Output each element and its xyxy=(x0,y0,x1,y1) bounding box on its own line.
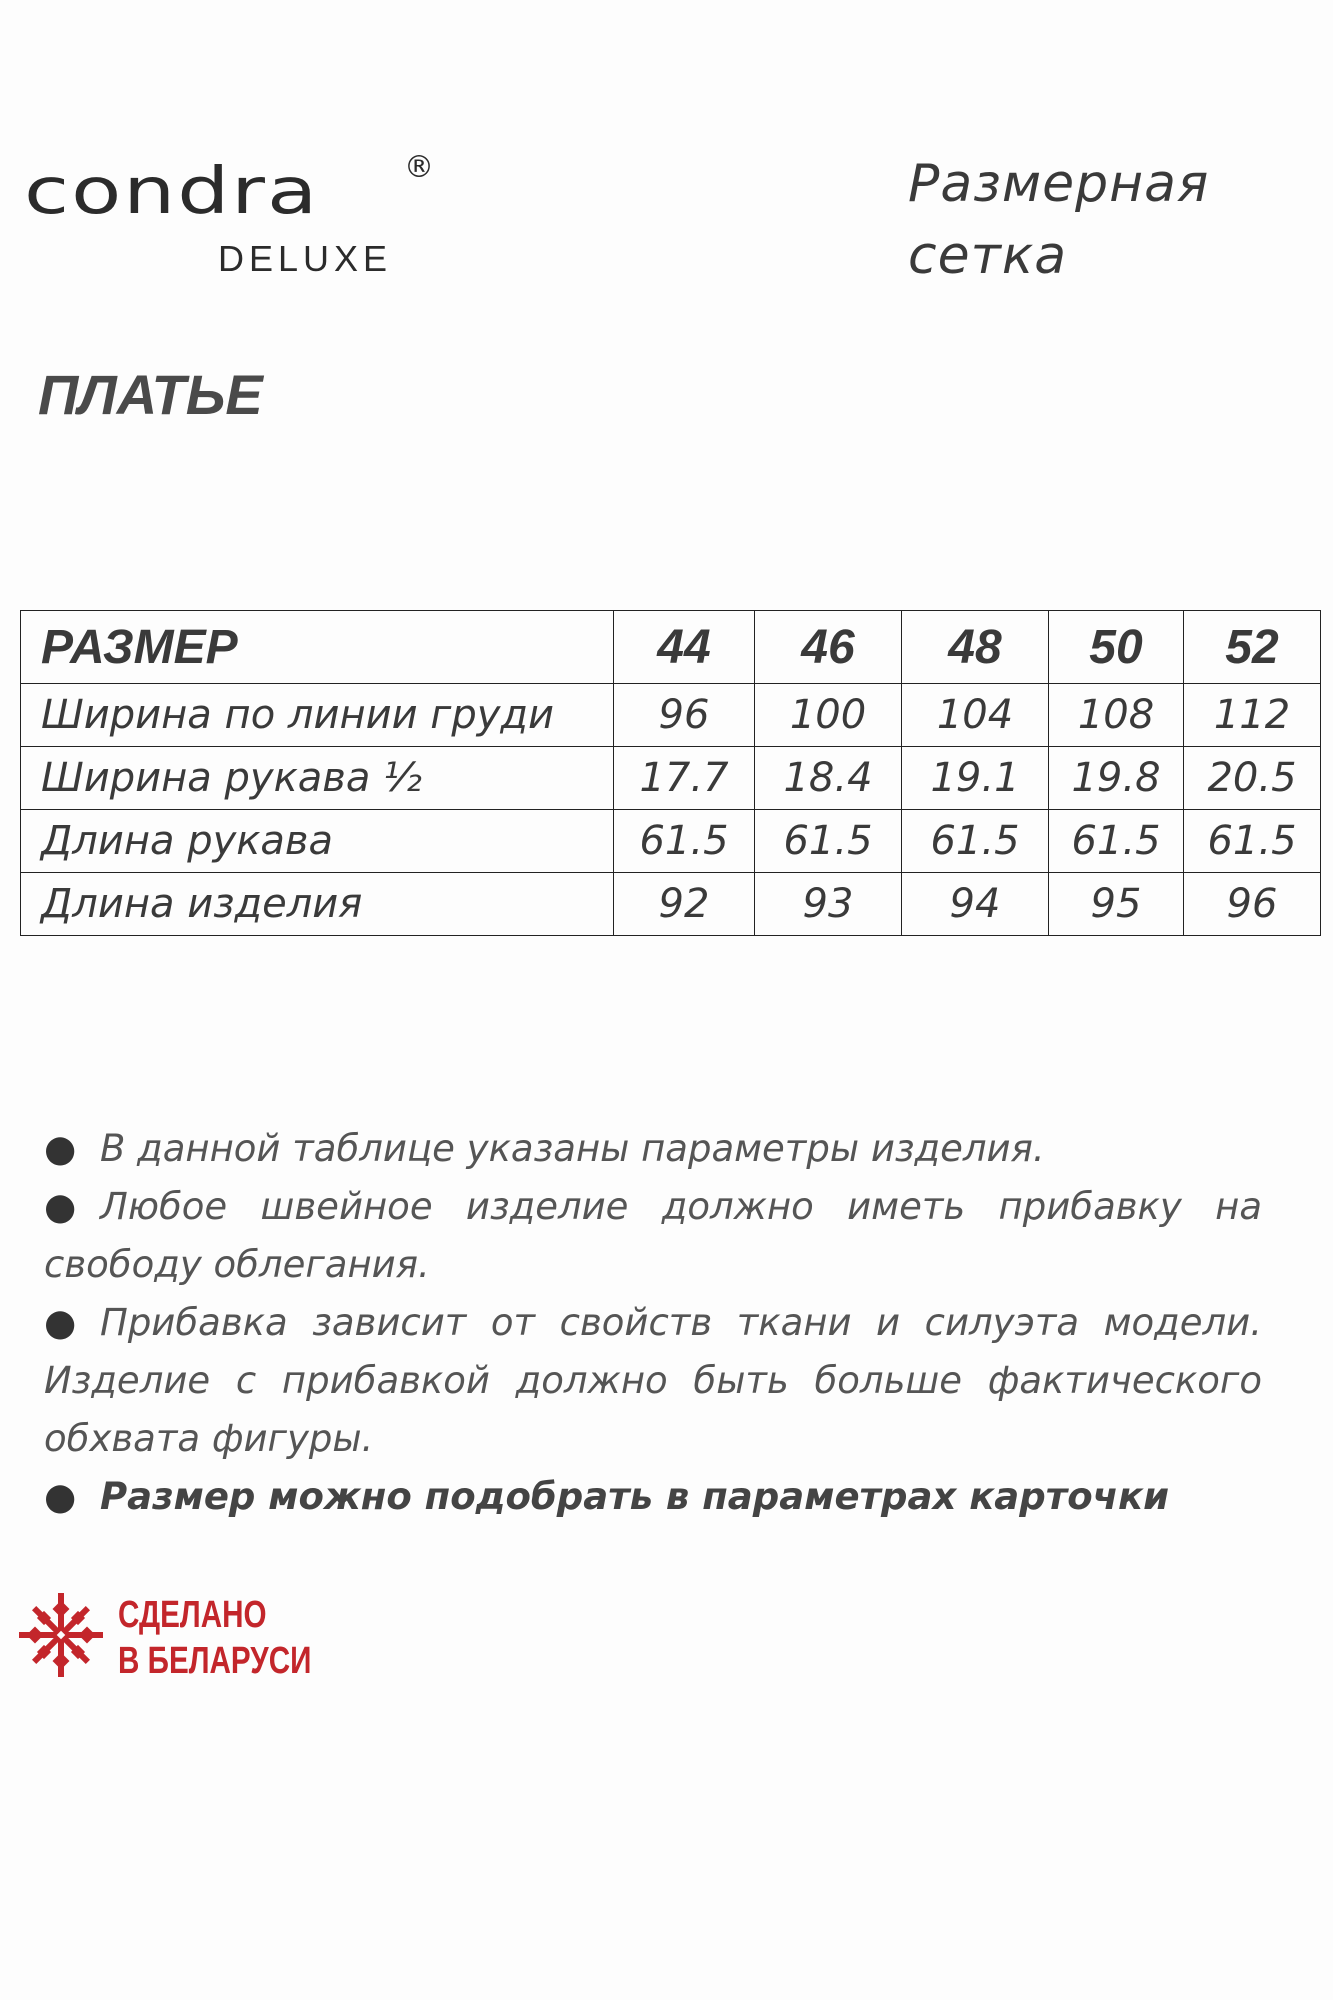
note-item xyxy=(44,1178,1262,1294)
table-cell: 92 xyxy=(614,873,755,936)
table-cell: 61.5 xyxy=(1049,810,1184,873)
note-text: В данной таблице указаны параметры изделия. xyxy=(100,1127,1045,1170)
table-header-cell: 52 xyxy=(1184,611,1321,684)
brand-name: condra xyxy=(24,154,320,229)
table-row xyxy=(21,747,1321,810)
made-in-belarus-badge xyxy=(14,1588,314,1688)
table-row-label: Длина рукава xyxy=(21,810,614,873)
table-cell: 61.5 xyxy=(614,810,755,873)
table-cell: 19.1 xyxy=(902,747,1049,810)
bullet-icon: ● xyxy=(44,1127,77,1170)
ornament-star-icon xyxy=(14,1588,108,1682)
table-cell: 61.5 xyxy=(755,810,902,873)
table-row-label: Длина изделия xyxy=(21,873,614,936)
table-cell: 108 xyxy=(1049,684,1184,747)
table-cell: 96 xyxy=(1184,873,1321,936)
badge-text xyxy=(118,1592,311,1684)
table-cell: 17.7 xyxy=(614,747,755,810)
table-cell: 20.5 xyxy=(1184,747,1321,810)
table-header-row xyxy=(21,611,1321,684)
table-row xyxy=(21,684,1321,747)
table-header-cell: 44 xyxy=(614,611,755,684)
document-title xyxy=(908,148,1308,292)
product-type: ПЛАТЬЕ xyxy=(38,363,263,426)
notes-list xyxy=(44,1120,1262,1526)
table-cell: 18.4 xyxy=(755,747,902,810)
bullet-icon: ● xyxy=(44,1475,77,1518)
badge-line1: СДЕЛАНО xyxy=(118,1594,267,1636)
registered-mark: ® xyxy=(404,150,434,185)
document-title-line2: сетка xyxy=(908,226,1068,286)
brand-logo xyxy=(24,150,444,280)
table-cell: 19.8 xyxy=(1049,747,1184,810)
note-text: Прибавка зависит от свойств ткани и силуэта модели. Изделие с прибавкой должно быть больше фактического обхвата фигуры. xyxy=(44,1301,1262,1460)
table-cell: 96 xyxy=(614,684,755,747)
table-cell: 100 xyxy=(755,684,902,747)
table-cell: 95 xyxy=(1049,873,1184,936)
note-item xyxy=(44,1120,1262,1178)
table-header-cell: 50 xyxy=(1049,611,1184,684)
table-header-cell: 46 xyxy=(755,611,902,684)
note-text: Любое швейное изделие должно иметь прибавку на свободу облегания. xyxy=(44,1185,1262,1286)
document-title-line1: Размерная xyxy=(908,154,1210,214)
table-header-cell: РАЗМЕР xyxy=(21,611,614,684)
table-cell: 61.5 xyxy=(902,810,1049,873)
bullet-icon: ● xyxy=(44,1301,77,1344)
table-row xyxy=(21,873,1321,936)
table-header-cell: 48 xyxy=(902,611,1049,684)
size-table xyxy=(20,610,1321,936)
note-text: Размер можно подобрать в параметрах карточки xyxy=(100,1475,1170,1518)
note-item xyxy=(44,1468,1262,1526)
table-cell: 94 xyxy=(902,873,1049,936)
table-row-label: Ширина по линии груди xyxy=(21,684,614,747)
table-cell: 61.5 xyxy=(1184,810,1321,873)
badge-line2: В БЕЛАРУСИ xyxy=(118,1640,312,1682)
note-item xyxy=(44,1294,1262,1468)
table-cell: 112 xyxy=(1184,684,1321,747)
table-cell: 104 xyxy=(902,684,1049,747)
table-cell: 93 xyxy=(755,873,902,936)
table-row-label: Ширина рукава ½ xyxy=(21,747,614,810)
brand-sub: DELUXE xyxy=(218,238,393,279)
bullet-icon: ● xyxy=(44,1185,77,1228)
table-row xyxy=(21,810,1321,873)
